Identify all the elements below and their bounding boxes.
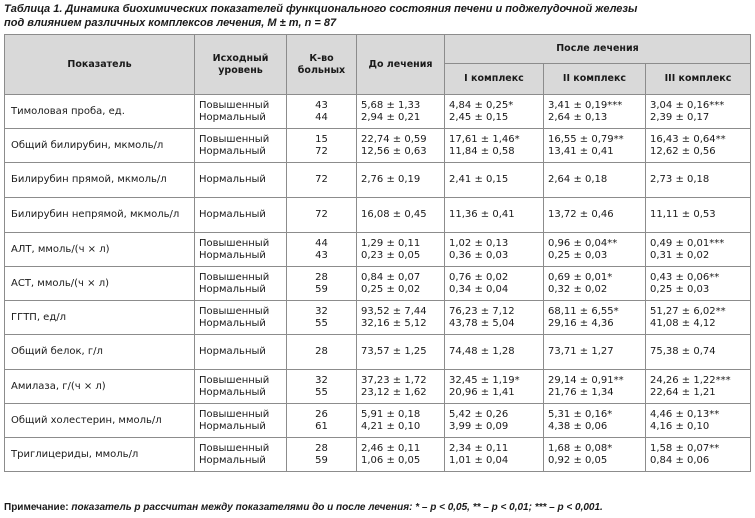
cell-value: 41,08 ± 4,12 [650,317,716,329]
cell-value: 16,43 ± 0,64** [650,133,726,145]
before-cell [357,163,445,198]
baseline-cell [195,404,287,438]
header-complex-1: I комплекс [445,64,544,95]
cell-value: 28 [315,442,328,454]
baseline-cell [195,163,287,198]
table-row [5,163,751,198]
cell-value: Нормальный [199,386,266,398]
cell-value: 0,23 ± 0,05 [361,249,421,261]
table-row [5,404,751,438]
cell-value: 2,41 ± 0,15 [449,174,509,185]
complex-3-cell [646,267,751,301]
cell-value: Повышенный [199,305,270,317]
cell-value: 21,76 ± 1,34 [548,386,614,398]
cell-value: 44 [315,237,328,249]
before-cell [357,335,445,370]
before-cell [357,129,445,163]
cell-value: 0,92 ± 0,05 [548,454,608,466]
cell-value: 0,36 ± 0,03 [449,249,509,261]
cell-value: 0,31 ± 0,02 [650,249,710,261]
note-label: Примечание: [4,502,69,513]
count-cell [287,404,357,438]
cell-value: 32,45 ± 1,19* [449,374,520,386]
cell-value: 28 [315,271,328,283]
baseline-cell [195,438,287,472]
count-cell [287,267,357,301]
cell-value: 2,34 ± 0,11 [449,442,509,454]
cell-value: 74,48 ± 1,28 [449,346,515,357]
baseline-cell [195,198,287,233]
indicator-cell: ГГТП, ед/л [5,301,195,335]
cell-value: 1,01 ± 0,04 [449,454,509,466]
complex-3-cell [646,198,751,233]
complex-2-cell [544,404,646,438]
cell-value: 12,62 ± 0,56 [650,145,716,157]
table-row [5,267,751,301]
table-row [5,335,751,370]
count-cell [287,301,357,335]
cell-value: 0,32 ± 0,02 [548,283,608,295]
cell-value: 72 [315,209,328,220]
cell-value: 29,14 ± 0,91** [548,374,624,386]
complex-2-cell [544,163,646,198]
complex-1-cell [445,404,544,438]
complex-3-cell [646,129,751,163]
cell-value: 0,34 ± 0,04 [449,283,509,295]
cell-value: 22,64 ± 1,21 [650,386,716,398]
cell-value: 0,25 ± 0,02 [361,283,421,295]
cell-value: Нормальный [199,145,266,157]
cell-value: 93,52 ± 7,44 [361,305,427,317]
cell-value: 73,71 ± 1,27 [548,346,614,357]
table-caption [4,2,752,30]
cell-value: Нормальный [199,283,266,295]
cell-value: 72 [315,145,328,157]
indicator-cell: Билирубин прямой, мкмоль/л [5,163,195,198]
cell-value: 37,23 ± 1,72 [361,374,427,386]
cell-value: 15 [315,133,328,145]
baseline-cell [195,335,287,370]
cell-value: 51,27 ± 6,02** [650,305,726,317]
cell-value: 1,29 ± 0,11 [361,237,421,249]
cell-value: 13,41 ± 0,41 [548,145,614,157]
cell-value: 16,08 ± 0,45 [361,209,427,220]
results-table [4,34,751,472]
complex-1-cell [445,370,544,404]
cell-value: 2,39 ± 0,17 [650,111,710,123]
cell-value: 26 [315,408,328,420]
complex-1-cell [445,129,544,163]
cell-value: 0,43 ± 0,06** [650,271,720,283]
count-cell [287,198,357,233]
cell-value: 3,04 ± 0,16*** [650,99,725,111]
count-cell [287,438,357,472]
table-row [5,301,751,335]
complex-2-cell [544,370,646,404]
cell-value: 5,68 ± 1,33 [361,99,421,111]
cell-value: 17,61 ± 1,46* [449,133,520,145]
cell-value: Нормальный [199,454,266,466]
cell-value: 76,23 ± 7,12 [449,305,515,317]
cell-value: 11,36 ± 0,41 [449,209,515,220]
cell-value: Нормальный [199,317,266,329]
cell-value: 43 [315,249,328,261]
cell-value: 0,84 ± 0,07 [361,271,421,283]
note-text: показатель р рассчитан между показателями до и после лечения: * – p < 0,05, ** – p < 0,01; *** – p < 0,001. [71,502,603,513]
before-cell [357,233,445,267]
cell-value: Нормальный [199,174,266,185]
cell-value: 13,72 ± 0,46 [548,209,614,220]
cell-value: 5,91 ± 0,18 [361,408,421,420]
complex-2-cell [544,95,646,129]
cell-value: 5,31 ± 0,16* [548,408,613,420]
complex-1-cell [445,233,544,267]
cell-value: 1,06 ± 0,05 [361,454,421,466]
cell-value: 55 [315,317,328,329]
complex-2-cell [544,233,646,267]
complex-3-cell [646,404,751,438]
header-indicator: Показатель [5,35,195,95]
indicator-cell: Триглицериды, ммоль/л [5,438,195,472]
cell-value: 32 [315,374,328,386]
cell-value: 75,38 ± 0,74 [650,346,716,357]
complex-1-cell [445,438,544,472]
complex-1-cell [445,335,544,370]
baseline-cell [195,129,287,163]
indicator-cell: АСТ, ммоль/(ч × л) [5,267,195,301]
count-cell [287,129,357,163]
cell-value: 4,16 ± 0,10 [650,420,710,432]
header-complex-2: II комплекс [544,64,646,95]
cell-value: 43 [315,99,328,111]
cell-value: 2,45 ± 0,15 [449,111,509,123]
table-body [5,95,751,472]
cell-value: 55 [315,386,328,398]
count-cell [287,233,357,267]
cell-value: 0,25 ± 0,03 [548,249,608,261]
cell-value: 4,46 ± 0,13** [650,408,720,420]
complex-3-cell [646,438,751,472]
complex-1-cell [445,163,544,198]
complex-1-cell [445,95,544,129]
baseline-cell [195,233,287,267]
cell-value: 4,38 ± 0,06 [548,420,608,432]
cell-value: 72 [315,174,328,185]
indicator-cell: Общий билирубин, мкмоль/л [5,129,195,163]
baseline-cell [195,267,287,301]
cell-value: Нормальный [199,346,266,357]
table-row [5,129,751,163]
cell-value: 3,99 ± 0,09 [449,420,509,432]
cell-value: 0,76 ± 0,02 [449,271,509,283]
complex-3-cell [646,370,751,404]
cell-value: Повышенный [199,271,270,283]
complex-3-cell [646,233,751,267]
cell-value: 0,96 ± 0,04** [548,237,618,249]
cell-value: 2,73 ± 0,18 [650,174,710,185]
cell-value: 73,57 ± 1,25 [361,346,427,357]
cell-value: 24,26 ± 1,22*** [650,374,731,386]
cell-value: Нормальный [199,209,266,220]
caption-line-1: Таблица 1. Динамика биохимических показателей функционального состояния печени и поджелудочной железы [4,3,638,15]
cell-value: 11,84 ± 0,58 [449,145,515,157]
cell-value: Повышенный [199,99,270,111]
cell-value: 12,56 ± 0,63 [361,145,427,157]
before-cell [357,370,445,404]
indicator-cell: Общий холестерин, ммоль/л [5,404,195,438]
table-row [5,438,751,472]
cell-value: Нормальный [199,111,266,123]
table-row [5,370,751,404]
table-note [4,502,752,514]
indicator-cell: Общий белок, г/л [5,335,195,370]
cell-value: 29,16 ± 4,36 [548,317,614,329]
complex-1-cell [445,267,544,301]
cell-value: 16,55 ± 0,79** [548,133,624,145]
complex-2-cell [544,267,646,301]
cell-value: Нормальный [199,249,266,261]
complex-3-cell [646,335,751,370]
before-cell [357,301,445,335]
cell-value: Нормальный [199,420,266,432]
cell-value: 2,94 ± 0,21 [361,111,421,123]
cell-value: 32 [315,305,328,317]
table-row [5,95,751,129]
cell-value: 11,11 ± 0,53 [650,209,716,220]
cell-value: 0,84 ± 0,06 [650,454,710,466]
baseline-cell [195,370,287,404]
cell-value: 68,11 ± 6,55* [548,305,619,317]
count-cell [287,163,357,198]
cell-value: 23,12 ± 1,62 [361,386,427,398]
cell-value: 28 [315,346,328,357]
complex-2-cell [544,129,646,163]
cell-value: 4,21 ± 0,10 [361,420,421,432]
before-cell [357,404,445,438]
cell-value: 0,69 ± 0,01* [548,271,613,283]
cell-value: 2,46 ± 0,11 [361,442,421,454]
cell-value: 2,76 ± 0,19 [361,174,421,185]
cell-value: Повышенный [199,374,270,386]
cell-value: 1,02 ± 0,13 [449,237,509,249]
complex-2-cell [544,301,646,335]
cell-value: 0,25 ± 0,03 [650,283,710,295]
cell-value: 5,42 ± 0,26 [449,408,509,420]
cell-value: 32,16 ± 5,12 [361,317,427,329]
before-cell [357,198,445,233]
before-cell [357,95,445,129]
complex-2-cell [544,198,646,233]
caption-line-2: под влиянием различных комплексов лечения, M ± m, n = 87 [4,17,337,29]
before-cell [357,438,445,472]
baseline-cell [195,95,287,129]
indicator-cell: Билирубин непрямой, мкмоль/л [5,198,195,233]
cell-value: 1,68 ± 0,08* [548,442,613,454]
count-cell [287,335,357,370]
table-row [5,198,751,233]
header-before: До лечения [357,35,445,95]
cell-value: 20,96 ± 1,41 [449,386,515,398]
cell-value: Повышенный [199,442,270,454]
before-cell [357,267,445,301]
complex-3-cell [646,163,751,198]
cell-value: Повышенный [199,133,270,145]
indicator-cell: АЛТ, ммоль/(ч × л) [5,233,195,267]
cell-value: 59 [315,454,328,466]
cell-value: 3,41 ± 0,19*** [548,99,623,111]
count-cell [287,95,357,129]
complex-3-cell [646,301,751,335]
header-baseline: Исходный уровень [195,35,287,95]
cell-value: 59 [315,283,328,295]
baseline-cell [195,301,287,335]
cell-value: 61 [315,420,328,432]
complex-2-cell [544,438,646,472]
cell-value: 1,58 ± 0,07** [650,442,720,454]
complex-3-cell [646,95,751,129]
complex-2-cell [544,335,646,370]
cell-value: 2,64 ± 0,13 [548,111,608,123]
cell-value: Повышенный [199,408,270,420]
count-cell [287,370,357,404]
cell-value: 22,74 ± 0,59 [361,133,427,145]
header-complex-3: III комплекс [646,64,751,95]
cell-value: 2,64 ± 0,18 [548,174,608,185]
cell-value: 4,84 ± 0,25* [449,99,514,111]
header-count: К-во больных [287,35,357,95]
table-row [5,233,751,267]
cell-value: 43,78 ± 5,04 [449,317,515,329]
cell-value: Повышенный [199,237,270,249]
header-after: После лечения [445,35,751,64]
cell-value: 0,49 ± 0,01*** [650,237,725,249]
indicator-cell: Тимоловая проба, ед. [5,95,195,129]
indicator-cell: Амилаза, г/(ч × л) [5,370,195,404]
cell-value: 44 [315,111,328,123]
complex-1-cell [445,198,544,233]
complex-1-cell [445,301,544,335]
